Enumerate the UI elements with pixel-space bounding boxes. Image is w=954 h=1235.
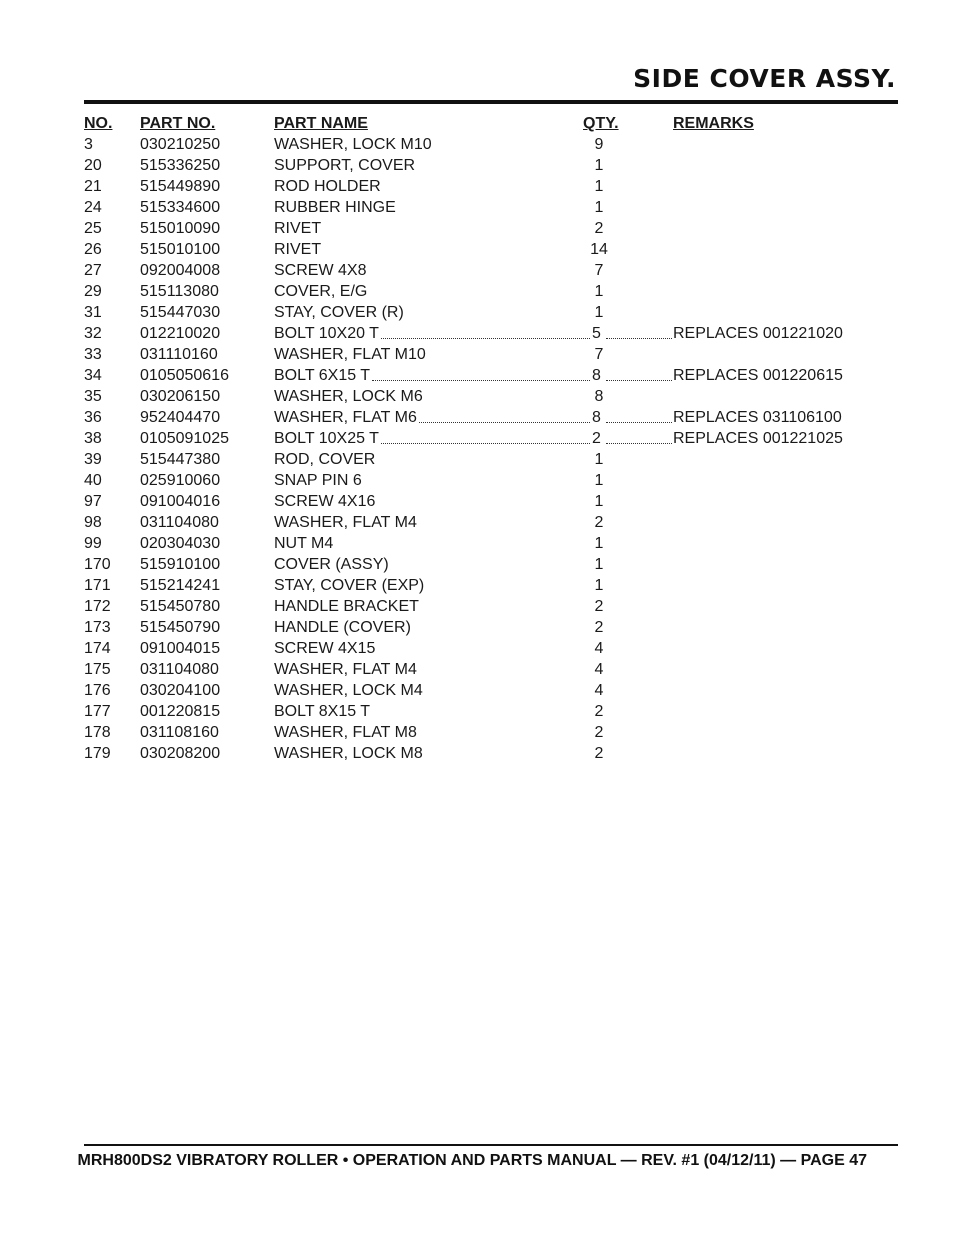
table-row [84, 134, 898, 155]
cell-remarks: REPLACES 001221020 [673, 325, 843, 342]
cell-no: 170 [84, 556, 111, 573]
cell-qty: 8 [592, 409, 601, 426]
cell-no: 35 [84, 388, 102, 405]
cell-part-no: 515450790 [140, 619, 221, 636]
column-header-remarks: REMARKS [673, 115, 754, 132]
cell-part-no: 031110160 [140, 346, 218, 363]
table-body [84, 134, 898, 764]
footer-rule [84, 1144, 898, 1146]
cell-part-no: 515214241 [140, 577, 221, 594]
table-row [84, 659, 898, 680]
table-row [84, 218, 898, 239]
cell-part-no: 091004015 [140, 640, 221, 657]
cell-part-no: 025910060 [140, 472, 221, 489]
table-row [84, 491, 898, 512]
cell-qty: 1 [594, 577, 604, 594]
cell-part-name: RUBBER HINGE [274, 199, 396, 216]
cell-part-name: BOLT 10X25 T [274, 430, 379, 447]
cell-qty: 4 [594, 640, 604, 657]
cell-part-name: WASHER, LOCK M8 [274, 745, 423, 762]
cell-part-no: 515449890 [140, 178, 221, 195]
cell-remarks: REPLACES 031106100 [673, 409, 842, 426]
cell-no: 173 [84, 619, 111, 636]
table-row [84, 302, 898, 323]
cell-part-no: 012210020 [140, 325, 221, 342]
cell-part-name: COVER, E/G [274, 283, 368, 300]
cell-part-no: 030208200 [140, 745, 221, 762]
table-row [84, 575, 898, 596]
cell-part-no: 091004016 [140, 493, 221, 510]
cell-part-no: 515336250 [140, 157, 221, 174]
cell-part-no: 515010090 [140, 220, 221, 237]
leader-dots [381, 443, 590, 444]
cell-no: 24 [84, 199, 102, 216]
column-header-part-name: PART NAME [274, 115, 368, 132]
cell-part-no: 515334600 [140, 199, 221, 216]
cell-qty: 1 [594, 199, 604, 216]
cell-part-name: RIVET [274, 241, 322, 258]
cell-part-name: WASHER, FLAT M4 [274, 661, 417, 678]
table-row [84, 470, 898, 491]
cell-no: 40 [84, 472, 102, 489]
cell-part-name: WASHER, LOCK M10 [274, 136, 432, 153]
cell-qty: 7 [594, 346, 604, 363]
cell-part-name: SNAP PIN 6 [274, 472, 362, 489]
cell-part-name: BOLT 10X20 T [274, 325, 379, 342]
table-row [84, 638, 898, 659]
cell-qty: 7 [594, 262, 604, 279]
cell-part-no: 092004008 [140, 262, 221, 279]
cell-part-no: 031104080 [140, 514, 219, 531]
cell-part-name: STAY, COVER (EXP) [274, 577, 425, 594]
cell-no: 177 [84, 703, 111, 720]
page-title: SIDE COVER ASSY. [633, 64, 896, 93]
cell-qty: 4 [594, 661, 604, 678]
cell-part-no: 030206150 [140, 388, 221, 405]
parts-table [84, 113, 898, 764]
cell-qty: 2 [594, 514, 604, 531]
cell-no: 179 [84, 745, 111, 762]
leader-dots [606, 380, 672, 381]
cell-no: 20 [84, 157, 102, 174]
cell-no: 171 [84, 577, 111, 594]
cell-qty: 2 [592, 430, 601, 447]
cell-part-no: 515450780 [140, 598, 221, 615]
cell-part-no: 515447380 [140, 451, 221, 468]
cell-part-name: WASHER, LOCK M6 [274, 388, 423, 405]
cell-qty: 1 [594, 283, 604, 300]
cell-part-no: 0105091025 [140, 430, 229, 447]
leader-dots [606, 338, 672, 339]
cell-qty: 14 [590, 241, 608, 258]
table-row [84, 743, 898, 764]
cell-qty: 1 [594, 535, 604, 552]
cell-qty: 5 [592, 325, 601, 342]
cell-no: 39 [84, 451, 102, 468]
cell-part-name: BOLT 8X15 T [274, 703, 371, 720]
cell-no: 174 [84, 640, 111, 657]
table-row [84, 407, 898, 428]
cell-qty: 2 [594, 703, 604, 720]
table-row [84, 155, 898, 176]
cell-part-name: COVER (ASSY) [274, 556, 389, 573]
cell-no: 33 [84, 346, 102, 363]
cell-no: 31 [84, 304, 102, 321]
table-row [84, 512, 898, 533]
cell-part-name: SCREW 4X16 [274, 493, 376, 510]
cell-part-no: 030204100 [140, 682, 221, 699]
cell-part-no: 952404470 [140, 409, 221, 426]
table-row [84, 386, 898, 407]
cell-part-name: WASHER, FLAT M4 [274, 514, 417, 531]
cell-remarks: REPLACES 001220615 [673, 367, 843, 384]
cell-no: 97 [84, 493, 102, 510]
cell-qty: 2 [594, 619, 604, 636]
footer-text: MRH800DS2 VIBRATORY ROLLER • OPERATION AND PARTS MANUAL — REV. #1 (04/12/11) — PAGE 47 [77, 1152, 867, 1169]
cell-part-no: 031104080 [140, 661, 219, 678]
column-header-part-no: PART NO. [140, 115, 216, 132]
cell-no: 21 [84, 178, 102, 195]
column-header-qty: QTY. [583, 115, 619, 132]
cell-qty: 1 [594, 178, 604, 195]
cell-qty: 1 [594, 304, 604, 321]
cell-no: 3 [84, 136, 93, 153]
cell-no: 98 [84, 514, 102, 531]
cell-part-name: RIVET [274, 220, 322, 237]
cell-part-name: SCREW 4X8 [274, 262, 367, 279]
cell-part-no: 0105050616 [140, 367, 229, 384]
cell-no: 25 [84, 220, 102, 237]
cell-part-name: WASHER, FLAT M6 [274, 409, 417, 426]
cell-qty: 9 [594, 136, 604, 153]
table-row [84, 533, 898, 554]
table-row [84, 323, 898, 344]
cell-part-name: WASHER, FLAT M8 [274, 724, 417, 741]
cell-part-name: ROD HOLDER [274, 178, 381, 195]
cell-part-no: 515010100 [140, 241, 221, 258]
leader-dots [606, 422, 672, 423]
table-row [84, 281, 898, 302]
title-rule [84, 100, 898, 104]
table-row [84, 239, 898, 260]
table-row [84, 680, 898, 701]
cell-part-no: 031108160 [140, 724, 219, 741]
leader-dots [381, 338, 590, 339]
column-header-no: NO. [84, 115, 113, 132]
cell-part-name: HANDLE BRACKET [274, 598, 419, 615]
cell-qty: 1 [594, 451, 604, 468]
table-row [84, 344, 898, 365]
cell-qty: 1 [594, 157, 604, 174]
cell-no: 26 [84, 241, 102, 258]
cell-part-no: 515113080 [140, 283, 219, 300]
cell-no: 34 [84, 367, 102, 384]
cell-part-no: 001220815 [140, 703, 221, 720]
cell-part-no: 515447030 [140, 304, 221, 321]
cell-part-name: HANDLE (COVER) [274, 619, 411, 636]
table-row [84, 554, 898, 575]
cell-no: 176 [84, 682, 111, 699]
leader-dots [606, 443, 672, 444]
table-row [84, 449, 898, 470]
cell-part-no: 020304030 [140, 535, 221, 552]
cell-part-name: WASHER, FLAT M10 [274, 346, 426, 363]
leader-dots [372, 380, 590, 381]
cell-no: 172 [84, 598, 111, 615]
leader-dots [419, 422, 590, 423]
cell-no: 36 [84, 409, 102, 426]
cell-part-no: 515910100 [140, 556, 221, 573]
cell-no: 178 [84, 724, 111, 741]
cell-qty: 8 [592, 367, 601, 384]
cell-part-name: ROD, COVER [274, 451, 376, 468]
cell-no: 38 [84, 430, 102, 447]
cell-no: 27 [84, 262, 102, 279]
cell-part-name: NUT M4 [274, 535, 334, 552]
cell-qty: 2 [594, 745, 604, 762]
table-row [84, 701, 898, 722]
cell-part-name: STAY, COVER (R) [274, 304, 404, 321]
table-row [84, 722, 898, 743]
table-header-row [84, 113, 898, 134]
table-row [84, 176, 898, 197]
cell-part-name: SCREW 4X15 [274, 640, 376, 657]
cell-no: 29 [84, 283, 102, 300]
cell-no: 32 [84, 325, 102, 342]
cell-qty: 8 [594, 388, 604, 405]
table-row [84, 596, 898, 617]
cell-part-name: BOLT 6X15 T [274, 367, 371, 384]
table-row [84, 197, 898, 218]
table-row [84, 617, 898, 638]
cell-no: 175 [84, 661, 111, 678]
cell-qty: 4 [594, 682, 604, 699]
cell-qty: 2 [594, 724, 604, 741]
cell-qty: 1 [594, 556, 604, 573]
cell-no: 99 [84, 535, 102, 552]
cell-part-no: 030210250 [140, 136, 221, 153]
cell-qty: 1 [594, 472, 604, 489]
table-row [84, 428, 898, 449]
table-row [84, 365, 898, 386]
cell-remarks: REPLACES 001221025 [673, 430, 843, 447]
cell-qty: 2 [594, 220, 604, 237]
cell-part-name: SUPPORT, COVER [274, 157, 416, 174]
cell-qty: 1 [594, 493, 604, 510]
table-row [84, 260, 898, 281]
cell-part-name: WASHER, LOCK M4 [274, 682, 423, 699]
cell-qty: 2 [594, 598, 604, 615]
